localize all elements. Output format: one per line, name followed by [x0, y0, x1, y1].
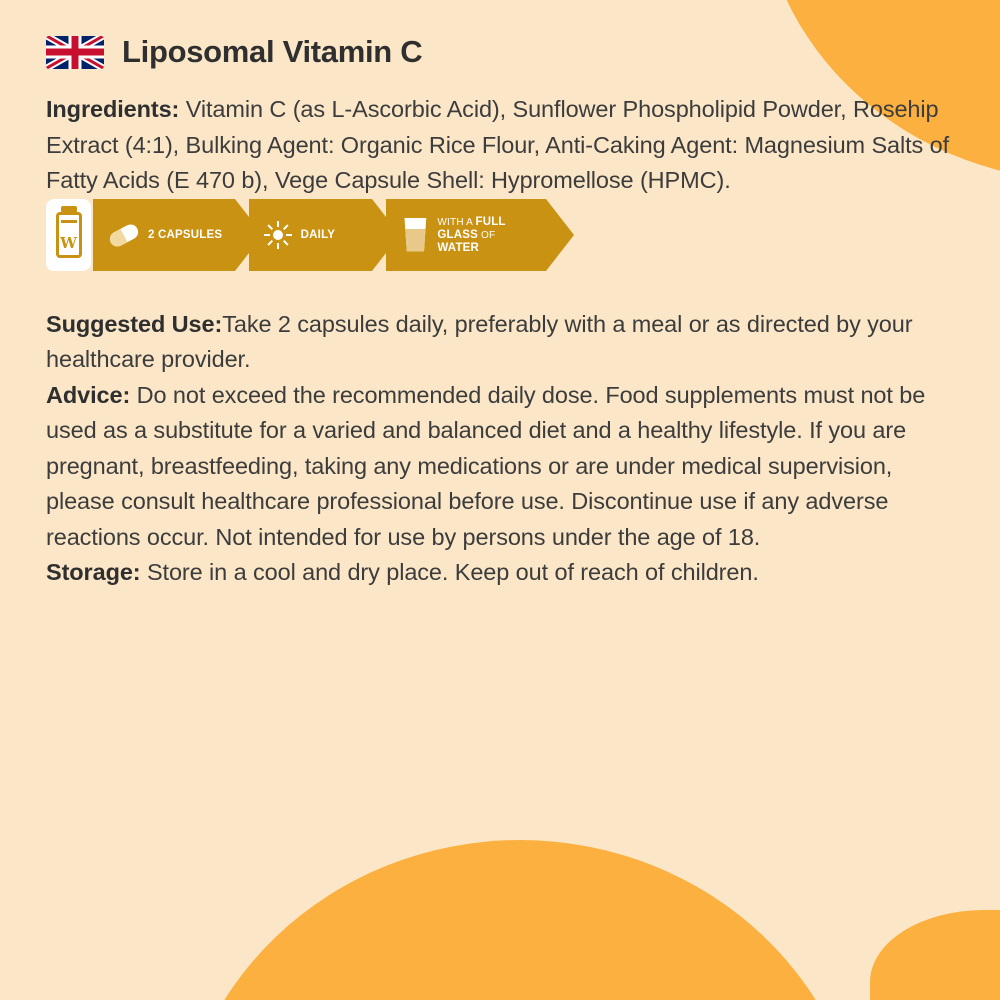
dosage-banner — [46, 199, 546, 271]
decorative-blob-bottom — [175, 840, 865, 1000]
ingredients-paragraph — [46, 92, 954, 199]
advice-label: Advice: — [46, 381, 131, 408]
dosage-step-capsules — [93, 199, 235, 271]
dosage-step-water-label — [437, 216, 505, 254]
decorative-blob-bottom-right — [870, 910, 1000, 1000]
dosage-step-capsules-label: 2 CAPSULES — [148, 228, 223, 241]
page-title: Liposomal Vitamin C — [122, 34, 423, 69]
suggested-use-text: Take 2 capsules daily, preferably with a meal or as directed by your healthcare provider. — [46, 310, 913, 372]
capsule-icon — [109, 225, 139, 245]
page-header — [46, 34, 954, 70]
storage-paragraph — [46, 555, 954, 591]
storage-text: Store in a cool and dry place. Keep out of reach of children. — [140, 559, 759, 585]
dosage-step-daily-label: DAILY — [300, 228, 336, 241]
supplement-bottle-icon: W — [46, 199, 91, 271]
water-line1-small: WITH A — [437, 216, 476, 228]
suggested-use-paragraph — [46, 307, 954, 378]
water-glass-icon — [402, 218, 428, 252]
water-line3: WATER — [437, 241, 480, 254]
advice-paragraph — [46, 378, 954, 556]
water-line1-bold: FULL — [475, 215, 506, 228]
ingredients-label: Ingredients: — [46, 96, 180, 122]
storage-label: Storage: — [46, 559, 141, 585]
dosage-step-daily — [249, 199, 373, 271]
dosage-step-water — [386, 199, 546, 271]
water-line2-bold: GLASS — [437, 228, 479, 241]
sun-icon — [265, 222, 291, 248]
ingredients-text: Vitamin C (as L-Ascorbic Acid), Sunflower Phospholipid Powder, Rosehip Extract (4:1), Bulking Agent: Organic Rice Flour, Anti-Caking Agent: Magnesium Salts of Fatty Acids (E 470 b), Vege Capsule Shell: Hypromellose (HPMC). — [46, 96, 950, 193]
uk-flag-icon — [46, 36, 104, 69]
water-line2-small: OF — [478, 229, 496, 241]
suggested-use-label: Suggested Use: — [46, 310, 223, 337]
advice-text: Do not exceed the recommended daily dose. Food supplements must not be used as a substitute for a varied and balanced diet and a healthy lifestyle. If you are pregnant, breastfeeding, taking any medications or are under medical supervision, please consult healthcare professional before use. Discontinue use if any adverse reactions occur. Not intended for use by persons under the age of 18. — [46, 381, 926, 550]
